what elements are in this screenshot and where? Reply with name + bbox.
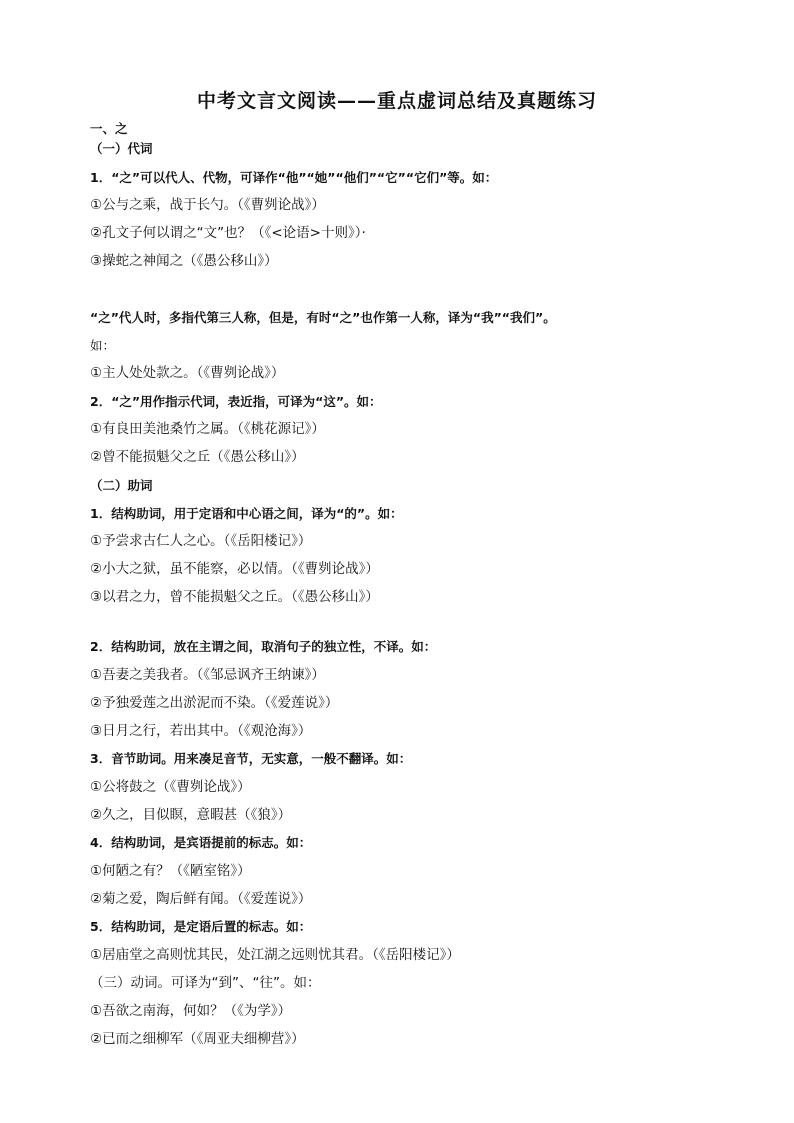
rule-text: 1．结构助词，用于定语和中心语之间，译为“的”。如： <box>90 506 403 521</box>
rule-text: 2．“之”用作指示代词，表近指，可译为“这”。如： <box>90 394 382 409</box>
example-line: ③日月之行，若出其中。（《观沧海》） <box>90 723 312 739</box>
example-line: ③以君之力，曾不能损魁父之丘。（《愚公移山》） <box>90 589 379 605</box>
example-line: ①居庙堂之高则忧其民，处江湖之远则忧其君。（《岳阳楼记》） <box>90 947 460 963</box>
example-line: ①何陋之有？（《陋室铭》） <box>90 863 251 879</box>
example-line: ①公与之乘，战于长勺。（《曹刿论战》） <box>90 197 325 213</box>
subsection-heading: （一）代词 <box>90 141 153 156</box>
rule-text: 4．结构助词，是宾语提前的标志。如： <box>90 835 312 850</box>
example-line: ①予尝求古仁人之心。（《岳阳楼记》） <box>90 533 312 549</box>
rule-text: 1．“之”可以代人、代物，可译作“他”“她”“他们”“它”“它们”等。如： <box>90 170 498 185</box>
example-line: ②孔文子何以谓之“文”也？（《<论语>十则》）· <box>90 225 366 241</box>
example-line: ①吾妻之美我者。（《邹忌讽齐王纳谏》） <box>90 667 325 683</box>
example-line: ②久之，目似瞑，意暇甚（《狼》） <box>90 807 292 823</box>
example-line: ②菊之爱，陶后鲜有闻。（《爱莲说》） <box>90 891 312 907</box>
note-text: “之”代人时，多指代第三人称，但是，有时“之”也作第一人称，译为“我”“我们”。 <box>90 310 556 325</box>
example-line: ①公将鼓之（《曹刿论战》） <box>90 779 251 795</box>
section-heading: 一、之 <box>90 121 128 136</box>
example-line: ②已而之细柳军（《周亚夫细柳营》） <box>90 1031 305 1047</box>
example-line: ①有良田美池桑竹之属。（《桃花源记》） <box>90 421 325 437</box>
example-line: ①主人处处款之。（《曹刿论战》） <box>90 365 285 381</box>
example-line: ③操蛇之神闻之（《愚公移山》） <box>90 253 278 269</box>
note-text: 如： <box>90 338 116 353</box>
rule-text: 2．结构助词，放在主谓之间，取消句子的独立性，不译。如： <box>90 639 437 654</box>
subsection-heading: （三）动词。可译为“到”、“往”。如： <box>90 975 321 991</box>
example-line: ②曾不能损魁父之丘（《愚公移山》） <box>90 449 305 465</box>
page-title: 中考文言文阅读——重点虚词总结及真题练习 <box>196 90 597 112</box>
example-line: ①吾欲之南海，何如？（《为学》） <box>90 1003 292 1019</box>
example-line: ②小大之狱，虽不能察，必以情。（《曹刿论战》） <box>90 561 379 577</box>
example-line: ②予独爱莲之出淤泥而不染。（《爱莲说》） <box>90 695 339 711</box>
subsection-heading: （二）助词 <box>90 478 153 493</box>
rule-text: 3．音节助词。用来凑足音节，无实意，一般不翻译。如： <box>90 751 412 766</box>
rule-text: 5．结构助词，是定语后置的标志。如： <box>90 919 312 934</box>
